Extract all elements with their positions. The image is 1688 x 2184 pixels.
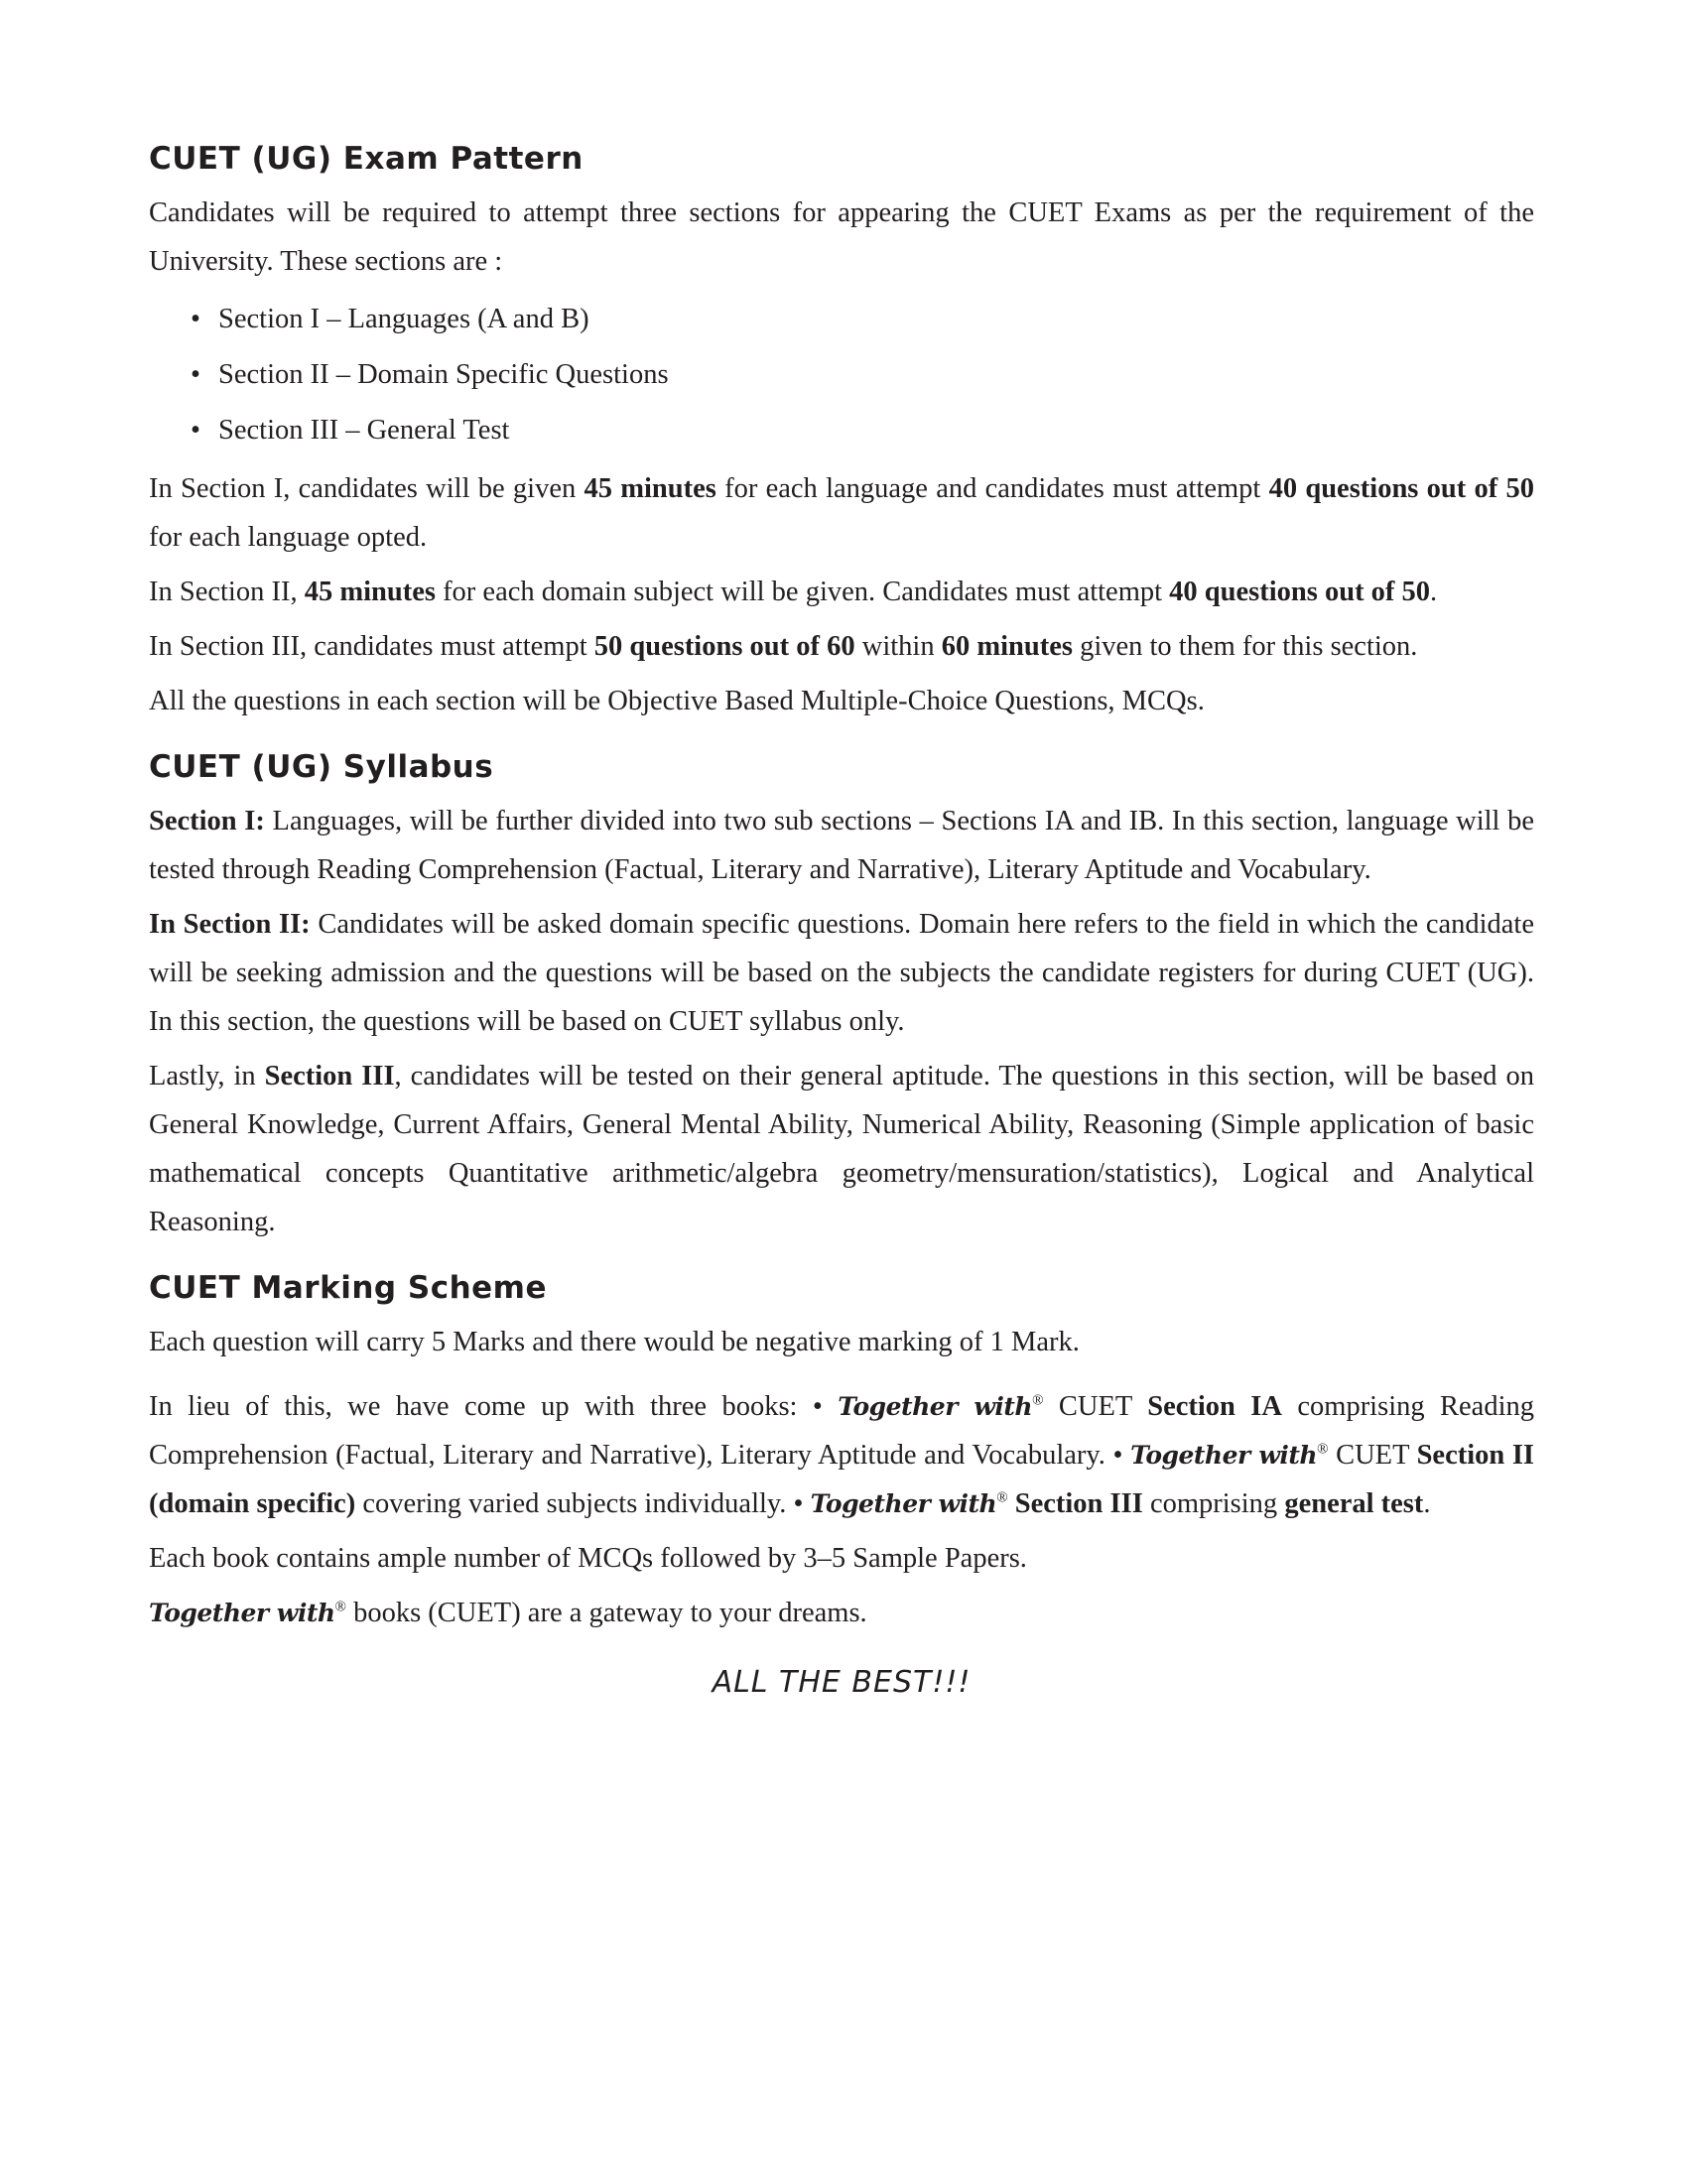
list-item: • Section III – General Test (191, 403, 1534, 458)
text-run: . (1430, 577, 1438, 607)
bold-text: Section III (264, 1061, 395, 1092)
text-run: In Section I, candidates will be given (149, 473, 584, 504)
bold-text: 40 questions out of 50 (1169, 577, 1431, 607)
list-item: • Section I – Languages (A and B) (191, 292, 1534, 347)
text-run: for each language and candidates must attempt (715, 473, 1269, 504)
text-run: CUET (1043, 1391, 1148, 1422)
text-run: Lastly, in (149, 1061, 265, 1092)
text-run: In Section III, candidates must attempt (149, 631, 594, 662)
text-run (1008, 1488, 1015, 1519)
text-run: for each language opted. (149, 522, 428, 553)
bold-text: Section II (domain specific) (149, 1440, 1535, 1519)
section-two-paragraph (149, 568, 1534, 616)
text-run: . (1423, 1488, 1431, 1519)
brand-logo-text: Together with (810, 1489, 997, 1518)
registered-mark: ® (1032, 1392, 1044, 1409)
bold-text: general test (1284, 1488, 1424, 1519)
sample-papers-paragraph: Each book contains ample number of MCQs followed by 3–5 Sample Papers. (149, 1543, 1027, 1574)
brand-logo-text: Together with (149, 1599, 335, 1627)
marking-section (149, 1268, 1534, 1700)
bold-text: 45 minutes (584, 473, 716, 504)
exam-pattern-heading: CUET (UG) Exam Pattern (149, 141, 584, 177)
text-run: within (854, 631, 942, 662)
bold-text: In Section II: (149, 909, 311, 940)
section-three-paragraph (149, 622, 1534, 671)
brand-logo-text: Together with (838, 1392, 1033, 1421)
bold-text: 50 questions out of 60 (593, 631, 855, 662)
list-item: • Section II – Domain Specific Questions (191, 347, 1534, 403)
text-run: Languages, will be further divided into two sub sections – Sections IA and IB. In this section, language will be tested through Reading Comprehension (Factual, Literary and Narrative), Literary Aptitude and Vocabulary. (149, 806, 1534, 885)
mcq-note-paragraph: All the questions in each section will be Objective Based Multiple-Choice Questions, MCQs. (149, 686, 1205, 716)
text-run: Candidates will be asked domain specific questions. Domain here refers to the field in which the candidate will be seeking admission and the questions will be based on the subjects the candidate registers for during CUET (UG). In this section, the questions will be based on CUET syllabus only. (149, 909, 1534, 1037)
marking-heading: CUET Marking Scheme (149, 1270, 548, 1306)
syllabus-section-one (149, 797, 1534, 894)
exam-pattern-intro: Candidates will be required to attempt three sections for appearing the CUET Exams as per the requirement of the University. These sections are : (149, 197, 1534, 277)
syllabus-section-two (149, 900, 1534, 1046)
registered-mark: ® (334, 1599, 346, 1615)
text-run: , candidates will be tested on their general aptitude. The questions in this section, will be based on General Knowledge, Current Affairs, General Mental Ability, Numerical Ability, Reasoning (Simple application of basic mathematical concepts Quantitative arithmetic/algebra geometry/mensuration/statistics), Logical and Analytical Reasoning. (149, 1061, 1534, 1237)
text-run: In Section II, (149, 577, 305, 607)
document-page (149, 139, 1534, 1722)
books-paragraph (149, 1382, 1534, 1528)
text-run: comprising Reading Comprehension (Factual, Literary and Narrative), Literary Aptitude and Vocabulary. • (149, 1391, 1534, 1471)
sections-list (149, 292, 1534, 458)
text-run: CUET (1328, 1440, 1417, 1471)
syllabus-heading: CUET (UG) Syllabus (149, 749, 494, 785)
text-run: comprising (1142, 1488, 1285, 1519)
bold-text: 40 questions out of 50 (1268, 473, 1534, 504)
syllabus-section (149, 747, 1534, 1246)
text-run: books (CUET) are a gateway to your dreams. (345, 1598, 867, 1628)
exam-pattern-section (149, 139, 1534, 725)
syllabus-section-three (149, 1052, 1534, 1246)
closing-message: ALL THE BEST!!! (712, 1665, 972, 1700)
bold-text: 60 minutes (941, 631, 1073, 662)
brand-logo-text: Together with (1130, 1441, 1318, 1470)
bold-text: Section I: (149, 806, 265, 836)
registered-mark: ® (1317, 1441, 1329, 1458)
gateway-paragraph (149, 1589, 1534, 1637)
text-run: given to them for this section. (1072, 631, 1418, 662)
text-run: In lieu of this, we have come up with three books: • (149, 1391, 839, 1422)
text-run: for each domain subject will be given. Candidates must attempt (435, 577, 1170, 607)
section-one-paragraph (149, 464, 1534, 562)
bold-text: Section IA (1147, 1391, 1282, 1422)
bold-text: 45 minutes (304, 577, 436, 607)
text-run: covering varied subjects individually. • (355, 1488, 811, 1519)
marking-paragraph: Each question will carry 5 Marks and there would be negative marking of 1 Mark. (149, 1327, 1080, 1357)
bold-text: Section III (1014, 1488, 1143, 1519)
registered-mark: ® (996, 1489, 1008, 1506)
